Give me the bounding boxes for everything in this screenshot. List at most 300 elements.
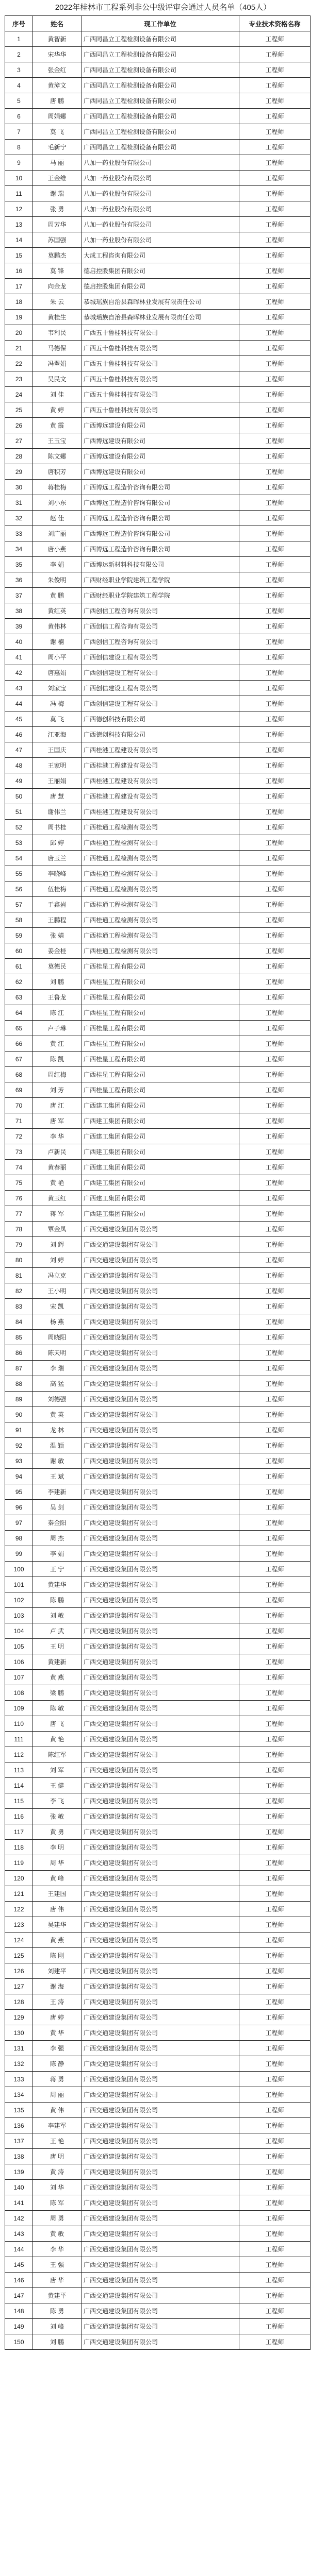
table-row [5,2211,311,2226]
qualification-cell: 工程师 [239,1979,311,1994]
row-number-cell: 24 [5,387,33,402]
person-name-cell: 莫 锋 [33,263,82,279]
row-number-cell: 123 [5,1917,33,1933]
row-number-cell: 126 [5,1963,33,1979]
row-number-cell: 51 [5,804,33,820]
employer-cell: 广西交通建设集团有限公司 [82,2056,239,2072]
qualification-cell: 工程师 [239,2334,311,2350]
table-row [5,2164,311,2180]
table-row [5,990,311,1005]
row-number-cell: 139 [5,2164,33,2180]
row-number-cell: 134 [5,2087,33,2103]
table-row [5,758,311,773]
qualification-cell: 工程师 [239,541,311,557]
row-number-cell: 72 [5,1129,33,1144]
person-name-cell: 李 华 [33,2242,82,2257]
table-row [5,1191,311,1206]
person-name-cell: 于鑫岩 [33,897,82,912]
employer-cell: 广西交通建设集团有限公司 [82,2303,239,2319]
row-number-cell: 23 [5,371,33,387]
row-number-cell: 94 [5,1469,33,1484]
person-name-cell: 周小平 [33,650,82,665]
row-number-cell: 118 [5,1840,33,1855]
qualification-cell: 工程师 [239,186,311,201]
person-name-cell: 黄 英 [33,1407,82,1422]
person-name-cell: 唐 明 [33,2149,82,2164]
employer-cell: 广西桂通工程检测有限公司 [82,866,239,882]
qualification-cell: 工程师 [239,1113,311,1129]
row-number-cell: 37 [5,588,33,603]
table-row [5,1994,311,2010]
qualification-cell: 工程师 [239,789,311,804]
person-name-cell: 王丽娟 [33,773,82,789]
table-row [5,47,311,62]
employer-cell: 广西同昌立工程检测设备有限公司 [82,78,239,93]
table-row [5,742,311,758]
qualification-cell: 工程师 [239,2149,311,2164]
person-name-cell: 陈 凯 [33,1052,82,1067]
employer-cell: 大成工程咨询有限公司 [82,248,239,263]
row-number-cell: 79 [5,1237,33,1252]
employer-cell: 广西建工集团有限公司 [82,1191,239,1206]
row-number-cell: 38 [5,603,33,619]
person-name-cell: 王国庆 [33,742,82,758]
employer-cell: 广西交通建设集团有限公司 [82,1685,239,1701]
qualification-cell: 工程师 [239,711,311,727]
employer-cell: 广西德创科技有限公司 [82,711,239,727]
table-row [5,248,311,263]
person-name-cell: 卢新民 [33,1144,82,1160]
table-row [5,2180,311,2195]
table-row [5,912,311,928]
employer-cell: 广西交通建设集团有限公司 [82,1871,239,1886]
employer-cell: 广西交通建设集团有限公司 [82,1531,239,1546]
row-number-cell: 101 [5,1577,33,1592]
person-name-cell: 黄桂生 [33,310,82,325]
employer-cell: 广西交通建设集团有限公司 [82,2319,239,2334]
table-row [5,1036,311,1052]
table-row [5,526,311,541]
row-number-cell: 120 [5,1871,33,1886]
employer-cell: 广西交通建设集团有限公司 [82,1252,239,1268]
row-number-cell: 64 [5,1005,33,1021]
row-number-cell: 73 [5,1144,33,1160]
employer-cell: 广西同昌立工程检测设备有限公司 [82,124,239,140]
employer-cell: 广西建工集团有限公司 [82,1175,239,1191]
table-row [5,1407,311,1422]
person-name-cell: 韦利民 [33,325,82,341]
row-number-cell: 143 [5,2226,33,2242]
qualification-cell: 工程师 [239,2010,311,2025]
person-name-cell: 王小明 [33,1283,82,1299]
table-row [5,588,311,603]
table-row [5,2149,311,2164]
row-number-cell: 47 [5,742,33,758]
table-row [5,1623,311,1639]
qualification-cell: 工程师 [239,1685,311,1701]
table-row [5,2273,311,2288]
qualification-cell: 工程师 [239,1855,311,1871]
employer-cell: 广西建工集团有限公司 [82,1160,239,1175]
table-row [5,727,311,742]
employer-cell: 广西交通建设集团有限公司 [82,1716,239,1732]
table-row [5,2303,311,2319]
qualification-cell: 工程师 [239,1422,311,1438]
employer-cell: 广西创信建设工程有限公司 [82,696,239,711]
row-number-cell: 76 [5,1191,33,1206]
qualification-cell: 工程师 [239,1160,311,1175]
row-number-cell: 78 [5,1222,33,1237]
person-name-cell: 覃金凤 [33,1222,82,1237]
row-number-cell: 30 [5,480,33,495]
table-row [5,171,311,186]
table-row [5,804,311,820]
table-row [5,2056,311,2072]
employer-cell: 广西交通建设集团有限公司 [82,2288,239,2303]
table-row [5,928,311,943]
row-number-cell: 55 [5,866,33,882]
row-number-cell: 61 [5,959,33,974]
row-number-cell: 121 [5,1886,33,1902]
qualification-cell: 工程师 [239,650,311,665]
qualification-cell: 工程师 [239,897,311,912]
qualification-cell: 工程师 [239,2257,311,2273]
row-number-cell: 14 [5,232,33,248]
person-name-cell: 王金维 [33,171,82,186]
qualification-cell: 工程师 [239,820,311,835]
row-number-cell: 20 [5,325,33,341]
employer-cell: 广西交通建设集团有限公司 [82,1361,239,1376]
row-number-cell: 69 [5,1082,33,1098]
row-number-cell: 110 [5,1716,33,1732]
row-number-cell: 84 [5,1314,33,1330]
row-number-cell: 131 [5,2041,33,2056]
person-name-cell: 陈红军 [33,1747,82,1762]
employer-cell: 广西交通建设集团有限公司 [82,2118,239,2133]
row-number-cell: 70 [5,1098,33,1113]
person-name-cell: 周红梅 [33,1067,82,1082]
qualification-cell: 工程师 [239,2025,311,2041]
table-row [5,1809,311,1824]
person-name-cell: 谢 敏 [33,1453,82,1469]
table-row [5,1840,311,1855]
row-number-cell: 122 [5,1902,33,1917]
table-row [5,124,311,140]
employer-cell: 广西桂港工程建设有限公司 [82,742,239,758]
person-name-cell: 谢伟兰 [33,804,82,820]
employer-cell: 广西同昌立工程检测设备有限公司 [82,31,239,47]
table-row [5,1933,311,1948]
qualification-cell: 工程师 [239,1392,311,1407]
table-row [5,418,311,433]
table-row [5,449,311,464]
qualification-cell: 工程师 [239,1191,311,1206]
table-row [5,232,311,248]
person-name-cell: 黄 涛 [33,2164,82,2180]
employer-cell: 广西交通建设集团有限公司 [82,2257,239,2273]
table-row [5,1577,311,1592]
qualification-cell: 工程师 [239,1098,311,1113]
employer-cell: 广西五十鲁桂科技有限公司 [82,387,239,402]
table-row [5,1206,311,1222]
person-name-cell: 黄建新 [33,1654,82,1670]
person-name-cell: 周芳华 [33,217,82,232]
employer-cell: 广西博达新材料科技有限公司 [82,557,239,572]
employer-cell: 广西交通建设集团有限公司 [82,1484,239,1500]
employer-cell: 广西交通建设集团有限公司 [82,1608,239,1623]
employer-cell: 广西五十鲁桂科技有限公司 [82,341,239,356]
employer-cell: 广西交通建设集团有限公司 [82,1268,239,1283]
table-row [5,572,311,588]
employer-cell: 广西建工集团有限公司 [82,1206,239,1222]
person-name-cell: 杨 燕 [33,1314,82,1330]
qualification-cell: 工程师 [239,2041,311,2056]
row-number-cell: 140 [5,2180,33,2195]
qualification-cell: 工程师 [239,31,311,47]
employer-cell: 广西财经职业学院建筑工程学院 [82,588,239,603]
row-number-cell: 12 [5,201,33,217]
qualification-cell: 工程师 [239,1500,311,1515]
table-row [5,2010,311,2025]
person-name-cell: 冯 梅 [33,696,82,711]
roster-table [5,15,311,2350]
employer-cell: 广西交通建设集团有限公司 [82,1840,239,1855]
qualification-cell: 工程师 [239,1546,311,1562]
employer-cell: 广西同昌立工程检测设备有限公司 [82,62,239,78]
column-header-employer: 现工作单位 [82,16,239,31]
qualification-cell: 工程师 [239,279,311,294]
table-row [5,2195,311,2211]
row-number-cell: 98 [5,1531,33,1546]
employer-cell: 广西交通建设集团有限公司 [82,1933,239,1948]
row-number-cell: 28 [5,449,33,464]
qualification-cell: 工程师 [239,928,311,943]
employer-cell: 广西交通建设集团有限公司 [82,2334,239,2350]
qualification-cell: 工程师 [239,990,311,1005]
person-name-cell: 唐 飞 [33,1716,82,1732]
row-number-cell: 115 [5,1793,33,1809]
row-number-cell: 92 [5,1438,33,1453]
qualification-cell: 工程师 [239,1005,311,1021]
row-number-cell: 74 [5,1160,33,1175]
person-name-cell: 谢 瑞 [33,186,82,201]
table-row [5,1361,311,1376]
row-number-cell: 137 [5,2133,33,2149]
person-name-cell: 黄漳文 [33,78,82,93]
row-number-cell: 99 [5,1546,33,1562]
employer-cell: 广西交通建设集团有限公司 [82,1809,239,1824]
table-row [5,2041,311,2056]
qualification-cell: 工程师 [239,1592,311,1608]
table-row [5,155,311,171]
qualification-cell: 工程师 [239,294,311,310]
employer-cell: 广西交通建设集团有限公司 [82,2211,239,2226]
person-name-cell: 刘德强 [33,1392,82,1407]
qualification-cell: 工程师 [239,2072,311,2087]
qualification-cell: 工程师 [239,1407,311,1422]
row-number-cell: 132 [5,2056,33,2072]
person-name-cell: 黄 鹏 [33,588,82,603]
table-row [5,1824,311,1840]
table-row [5,1963,311,1979]
employer-cell: 广西交通建设集团有限公司 [82,1747,239,1762]
employer-cell: 广西交通建设集团有限公司 [82,1917,239,1933]
qualification-cell: 工程师 [239,1052,311,1067]
qualification-cell: 工程师 [239,1299,311,1314]
employer-cell: 广西桂星工程有限公司 [82,1082,239,1098]
row-number-cell: 33 [5,526,33,541]
employer-cell: 广西交通建设集团有限公司 [82,2072,239,2087]
qualification-cell: 工程师 [239,1670,311,1685]
employer-cell: 广西交通建设集团有限公司 [82,1562,239,1577]
row-number-cell: 56 [5,882,33,897]
row-number-cell: 127 [5,1979,33,1994]
employer-cell: 广西交通建设集团有限公司 [82,2226,239,2242]
employer-cell: 恭城瑶族自治县森晖林业发展有限责任公司 [82,294,239,310]
person-name-cell: 刘小东 [33,495,82,511]
person-name-cell: 唐惠娟 [33,665,82,681]
person-name-cell: 唐 婷 [33,2010,82,2025]
qualification-cell: 工程师 [239,325,311,341]
employer-cell: 广西交通建设集团有限公司 [82,2041,239,2056]
person-name-cell: 莫鹏杰 [33,248,82,263]
person-name-cell: 陈 勇 [33,2303,82,2319]
person-name-cell: 唐 伟 [33,1902,82,1917]
employer-cell: 广西桂通工程检测有限公司 [82,835,239,851]
qualification-cell: 工程师 [239,1144,311,1160]
table-row [5,2257,311,2273]
person-name-cell: 王家明 [33,758,82,773]
employer-cell: 广西同昌立工程检测设备有限公司 [82,109,239,124]
employer-cell: 广西博远建设有限公司 [82,449,239,464]
table-row [5,31,311,47]
qualification-cell: 工程师 [239,2087,311,2103]
row-number-cell: 58 [5,912,33,928]
person-name-cell: 刘 华 [33,2180,82,2195]
row-number-cell: 125 [5,1948,33,1963]
row-number-cell: 66 [5,1036,33,1052]
table-row [5,882,311,897]
employer-cell: 广西桂通工程检测有限公司 [82,943,239,959]
employer-cell: 广西交通建设集团有限公司 [82,2010,239,2025]
person-name-cell: 王 宁 [33,1562,82,1577]
table-row [5,1345,311,1361]
qualification-cell: 工程师 [239,1639,311,1654]
person-name-cell: 唐 江 [33,1098,82,1113]
person-name-cell: 黄 华 [33,2025,82,2041]
employer-cell: 广西创信工程咨询有限公司 [82,603,239,619]
employer-cell: 八加一药业股份有限公司 [82,232,239,248]
person-name-cell: 黄 勇 [33,1824,82,1840]
person-name-cell: 张金红 [33,62,82,78]
table-row [5,1330,311,1345]
qualification-cell: 工程师 [239,1438,311,1453]
person-name-cell: 张 敏 [33,1809,82,1824]
qualification-cell: 工程师 [239,681,311,696]
person-name-cell: 李建新 [33,1484,82,1500]
qualification-cell: 工程师 [239,943,311,959]
employer-cell: 广西桂港工程建设有限公司 [82,804,239,820]
person-name-cell: 卢 武 [33,1623,82,1639]
table-row [5,1005,311,1021]
row-number-cell: 146 [5,2273,33,2288]
column-header-number: 序号 [5,16,33,31]
row-number-cell: 130 [5,2025,33,2041]
qualification-cell: 工程师 [239,1314,311,1330]
person-name-cell: 莫 飞 [33,124,82,140]
table-row [5,2133,311,2149]
employer-cell: 广西桂星工程有限公司 [82,990,239,1005]
table-row [5,2025,311,2041]
table-row [5,2319,311,2334]
employer-cell: 广西交通建设集团有限公司 [82,1670,239,1685]
employer-cell: 广西桂星工程有限公司 [82,1021,239,1036]
table-row [5,356,311,371]
person-name-cell: 黄 婷 [33,402,82,418]
qualification-cell: 工程师 [239,619,311,634]
person-name-cell: 伍桂梅 [33,882,82,897]
qualification-cell: 工程师 [239,62,311,78]
employer-cell: 广西交通建设集团有限公司 [82,2025,239,2041]
table-row [5,294,311,310]
qualification-cell: 工程师 [239,109,311,124]
person-name-cell: 刘 军 [33,1762,82,1778]
employer-cell: 广西交通建设集团有限公司 [82,2164,239,2180]
row-number-cell: 31 [5,495,33,511]
qualification-cell: 工程师 [239,634,311,650]
employer-cell: 广西交通建设集团有限公司 [82,2087,239,2103]
employer-cell: 广西交通建设集团有限公司 [82,1546,239,1562]
qualification-cell: 工程师 [239,371,311,387]
person-name-cell: 刘 敏 [33,1608,82,1623]
employer-cell: 广西五十鲁桂科技有限公司 [82,325,239,341]
qualification-cell: 工程师 [239,480,311,495]
qualification-cell: 工程师 [239,882,311,897]
person-name-cell: 陈 敏 [33,1701,82,1716]
row-number-cell: 119 [5,1855,33,1871]
table-row [5,2288,311,2303]
qualification-cell: 工程师 [239,1824,311,1840]
table-row [5,851,311,866]
employer-cell: 广西交通建设集团有限公司 [82,1237,239,1252]
employer-cell: 广西桂港工程建设有限公司 [82,758,239,773]
table-row [5,2118,311,2133]
qualification-cell: 工程师 [239,526,311,541]
row-number-cell: 59 [5,928,33,943]
qualification-cell: 工程师 [239,2195,311,2211]
column-header-name: 姓名 [33,16,82,31]
row-number-cell: 144 [5,2242,33,2257]
qualification-cell: 工程师 [239,804,311,820]
table-row [5,93,311,109]
row-number-cell: 104 [5,1623,33,1639]
table-row [5,1484,311,1500]
table-row [5,263,311,279]
column-header-qualification: 专业技术资格名称 [239,16,311,31]
employer-cell: 广西桂港工程建设有限公司 [82,789,239,804]
table-row [5,433,311,449]
table-row [5,2242,311,2257]
row-number-cell: 83 [5,1299,33,1314]
employer-cell: 广西交通建设集团有限公司 [82,1623,239,1639]
qualification-cell: 工程师 [239,665,311,681]
row-number-cell: 3 [5,62,33,78]
table-row [5,310,311,325]
table-row [5,773,311,789]
person-name-cell: 张 勇 [33,201,82,217]
qualification-cell: 工程师 [239,2242,311,2257]
person-name-cell: 周 杰 [33,1531,82,1546]
